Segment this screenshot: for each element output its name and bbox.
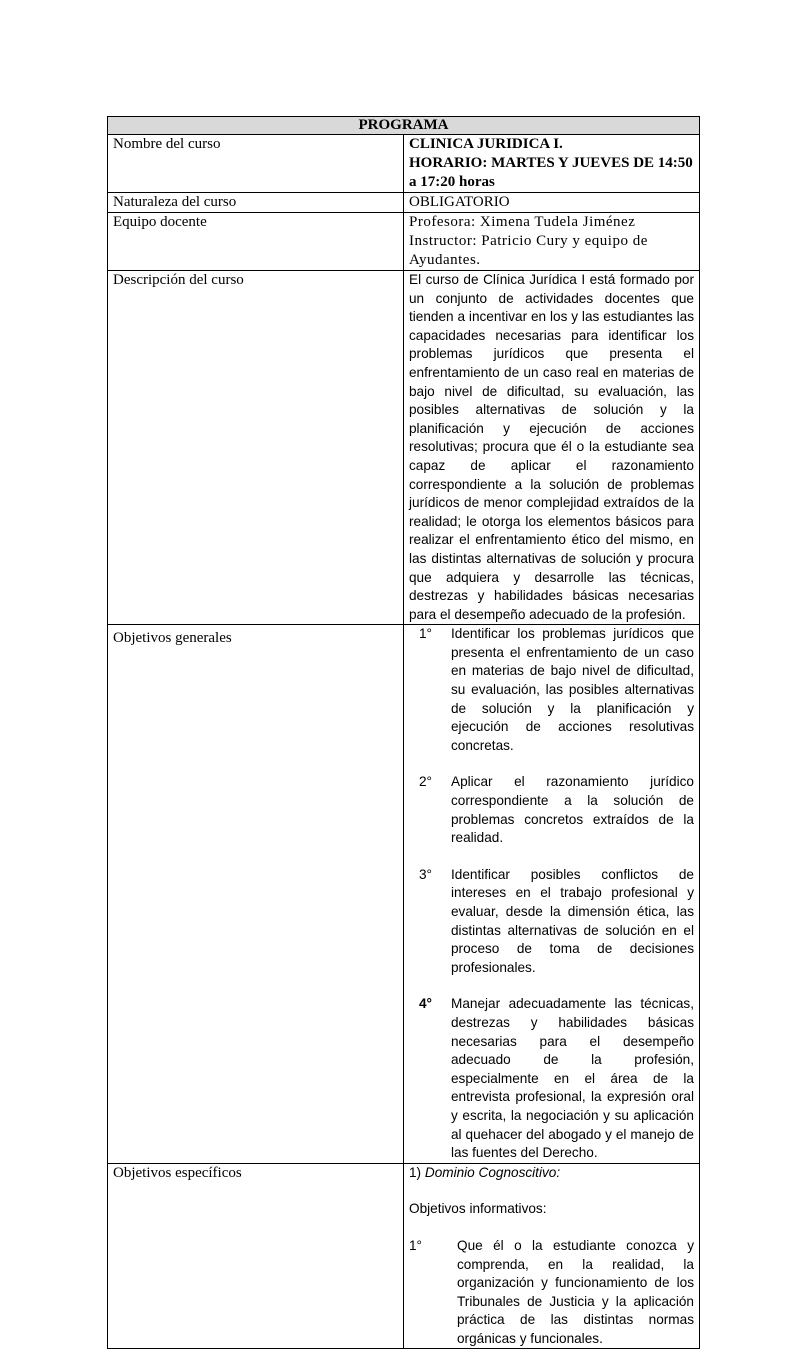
description-text: El curso de Clínica Jurídica I está formado por un conjunto de actividades docentes que tienden a incentivar en los y las estudiantes las capacidades necesarias para identificar los problemas jurídicos que presenta el enfrentamiento de un caso real en materias de bajo nivel de dificultad, su evaluación, las posibles alternativas de solución y la planificación y ejecución de acciones resolutivas; procura que él o la estudiante sea capaz de aplicar el razonamiento correspondiente a la solución de problemas jurídicos de menor complejidad extraídos de la realidad; le otorga los elementos básicos para realizar el enfrentamiento ético del mismo, en las distintas alternativas de solución y procura que adquiera y desarrolle las técnicas, destrezas y habilidades básicas necesarias para el desempeño adecuado de la profesión.	[404, 271, 700, 625]
objective-number: 4°	[419, 996, 432, 1012]
objective-number: 1°	[419, 626, 432, 642]
objective-text: Aplicar el razonamiento jurídico correspondiente a la solución de problemas concretos extraídos de la realidad.	[451, 774, 694, 846]
objective-item	[409, 625, 694, 755]
instructor: Instructor: Patricio Cury y equipo de Ayudantes.	[409, 233, 648, 268]
objective-number: 2°	[419, 774, 432, 790]
label-objetivos-especificos: Objetivos específicos	[108, 1163, 404, 1349]
informative-subheading: Objetivos informativos:	[409, 1201, 547, 1217]
value-nombre	[404, 135, 700, 193]
label-descripcion: Descripción del curso	[108, 271, 404, 625]
value-naturaleza: OBLIGATORIO	[404, 193, 700, 213]
specific-objective-item	[409, 1237, 694, 1349]
objective-item	[409, 995, 694, 1162]
specific-objective-text: Que él o la estudiante conozca y comprenda, en la realidad, la organización y funcionamiento de los Tribunales de Justicia y la aplicación práctica de las distintas normas orgánicas y funcionales.	[457, 1237, 694, 1346]
row-objetivos-especificos	[108, 1163, 700, 1349]
label-equipo: Equipo docente	[108, 213, 404, 271]
objective-text: Identificar posibles conflictos de intereses en el trabajo profesional y evaluar, desde la dimensión ética, las distintas alternativas de solución en el proceso de toma de decisiones profesionales.	[451, 866, 694, 975]
objective-item	[409, 773, 694, 847]
program-table	[107, 116, 700, 1349]
label-nombre: Nombre del curso	[108, 135, 404, 193]
domain-number: 1)	[409, 1164, 422, 1180]
domain-heading	[409, 1164, 694, 1183]
objective-number: 3°	[419, 866, 432, 882]
general-objectives	[404, 625, 700, 1163]
course-schedule: HORARIO: MARTES Y JUEVES DE 14:50 a 17:20 horas	[409, 155, 693, 190]
specific-objectives	[404, 1163, 700, 1349]
specific-objective-number: 1°	[409, 1237, 422, 1253]
table-header: PROGRAMA	[108, 117, 700, 135]
row-objetivos-generales	[108, 625, 700, 1163]
label-naturaleza: Naturaleza del curso	[108, 193, 404, 213]
header-row	[108, 117, 700, 135]
domain-title: Dominio Cognoscitivo:	[424, 1164, 561, 1180]
objective-item	[409, 866, 694, 978]
row-equipo	[108, 213, 700, 271]
course-name: CLINICA JURIDICA I.	[409, 136, 563, 152]
row-nombre	[108, 135, 700, 193]
value-equipo	[404, 213, 700, 271]
row-naturaleza	[108, 193, 700, 213]
professor: Profesora: Ximena Tudela Jiménez	[409, 214, 636, 230]
row-descripcion	[108, 271, 700, 625]
objective-text: Manejar adecuadamente las técnicas, destrezas y habilidades básicas necesarias para el desempeño adecuado de la profesión, especialmente en el área de la entrevista profesional, la expresión oral y escrita, la negociación y su aplicación al quehacer del abogado y el manejo de las fuentes del Derecho.	[451, 996, 694, 1161]
objective-text: Identificar los problemas jurídicos que presenta el enfrentamiento de un caso en materias de bajo nivel de dificultad, su evaluación, las posibles alternativas de solución y la planificación y ejecución de acciones resolutivas concretas.	[451, 626, 694, 753]
label-objetivos-generales: Objetivos generales	[108, 625, 404, 1163]
